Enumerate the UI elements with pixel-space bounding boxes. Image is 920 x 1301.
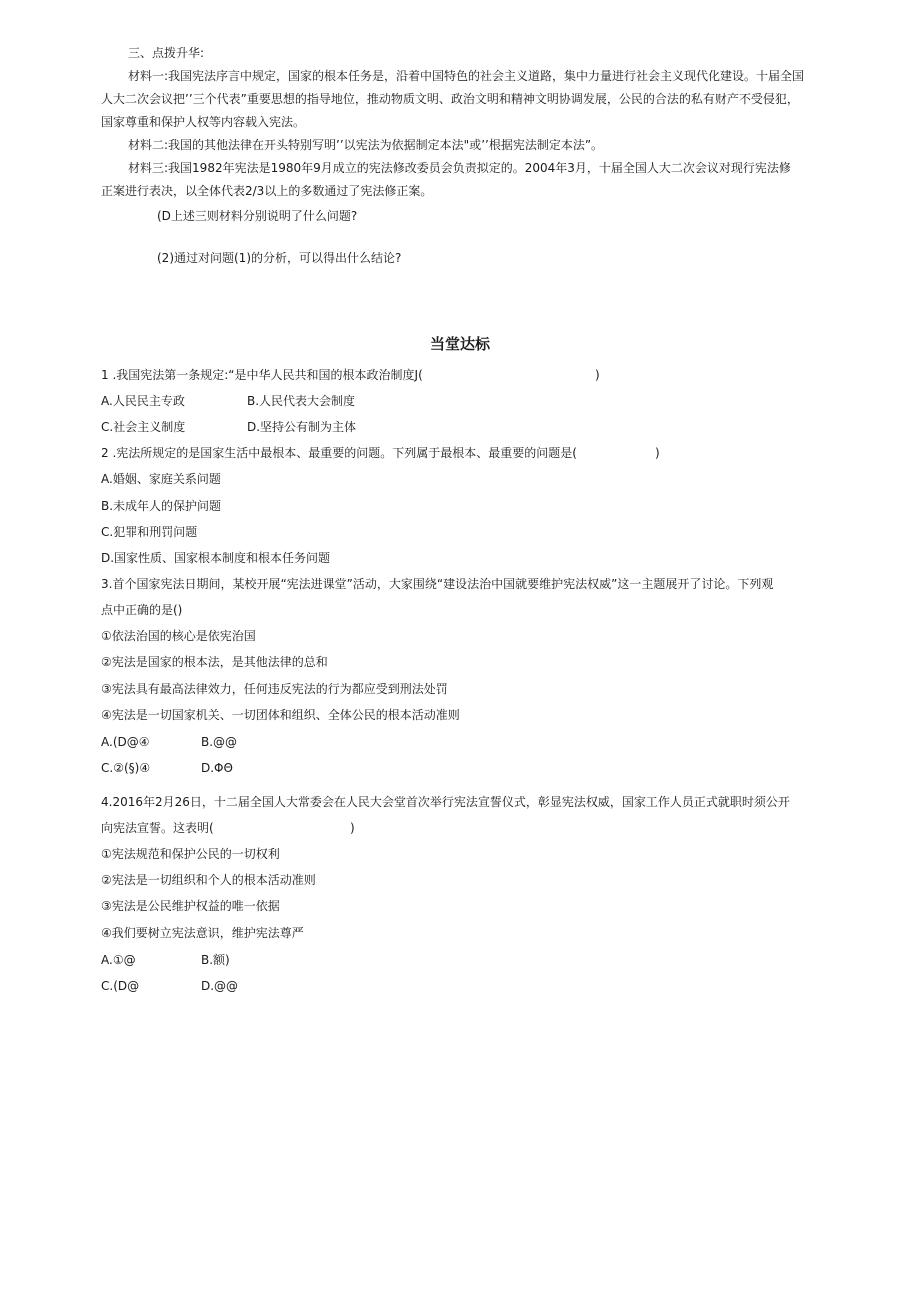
item4-statement-4: ④我们要树立宪法意识，维护宪法尊严 xyxy=(101,926,304,940)
item2-paren: ) xyxy=(655,446,660,460)
material3-line2: 正案进行表决，以全体代表2/3以上的多数通过了宪法修正案。 xyxy=(101,184,433,198)
item4-statement-1: ①宪法规范和保护公民的一切权利 xyxy=(101,847,280,861)
material1-line3: 国家尊重和保护人权等内容载入宪法。 xyxy=(101,115,306,129)
item4-option-a: A.①@ xyxy=(101,953,136,967)
item4-stem-line1: 4.2016年2月26日，十二届全国人大常委会在人民大会堂首次举行宪法宣誓仪式，彰显宪法权威，国家工作人员正式就职时须公开 xyxy=(101,795,790,809)
item4-statement-3: ③宪法是公民维护权益的唯一依据 xyxy=(101,899,280,913)
material1-line2: 人大二次会议把’’三个代表”重要思想的指导地位，推动物质文明、政治文明和精神文明协调发展，公民的合法的私有财产不受侵犯， xyxy=(101,92,799,106)
item4-option-b: B.额) xyxy=(201,953,230,967)
item1-stem: 1 .我国宪法第一条规定:“是中华人民共和国的根本政治制度J( xyxy=(101,368,423,382)
item3-option-b: B.@@ xyxy=(201,735,238,749)
item1-option-c: C.社会主义制度 xyxy=(101,420,186,434)
item3-option-a: A.(D@④ xyxy=(101,735,150,749)
item3-option-c: C.②(§)④ xyxy=(101,761,151,775)
item4-option-d: D.@@ xyxy=(201,979,239,993)
item3-statement-1: ①依法治国的核心是依宪治国 xyxy=(101,629,256,643)
item4-stem-line2: 向宪法宣誓。这表明( xyxy=(101,821,214,835)
section-heading: 三、点拨升华: xyxy=(128,46,205,60)
item4-paren: ) xyxy=(350,821,355,835)
material3-line1: 材料三:我国1982年宪法是1980年9月成立的宪法修改委员会负责拟定的。2004年3月，十届全国人大二次会议对现行宪法修 xyxy=(128,161,791,175)
item2-option-a: A.婚姻、家庭关系问题 xyxy=(101,472,221,486)
item3-stem-line1: 3.首个国家宪法日期间，某校开展“宪法进课堂”活动，大家围绕“建设法治中国就要维护宪法权威”这一主题展开了讨论。下列观 xyxy=(101,577,774,591)
item4-option-c: C.(D@ xyxy=(101,979,140,993)
item3-stem-line2: 点中正确的是() xyxy=(101,603,183,617)
item3-statement-3: ③宪法具有最高法律效力，任何违反宪法的行为都应受到刑法处罚 xyxy=(101,682,448,696)
practice-title: 当堂达标 xyxy=(429,335,490,353)
item2-option-c: C.犯罪和刑罚问题 xyxy=(101,525,198,539)
item2-option-d: D.国家性质、国家根本制度和根本任务问题 xyxy=(101,551,331,565)
question-1: (D上述三则材料分别说明了什么问题? xyxy=(157,209,358,223)
item3-option-d: D.ΦΘ xyxy=(201,761,233,775)
material2: 材料二:我国的其他法律在开头特别写明’’以宪法为依据制定本法"或’’根据宪法制定本法”。 xyxy=(128,138,604,152)
item2-stem: 2 .宪法所规定的是国家生活中最根本、最重要的问题。下列属于最根本、最重要的问题是( xyxy=(101,446,577,460)
material1-line1: 材料一:我国宪法序言中规定，国家的根本任务是，沿着中国特色的社会主义道路，集中力量进行社会主义现代化建设。十届全国 xyxy=(128,69,805,83)
item1-option-d: D.坚持公有制为主体 xyxy=(247,420,357,434)
item1-option-b: B.人民代表大会制度 xyxy=(247,394,356,408)
item1-paren: ) xyxy=(595,368,600,382)
question-2: (2)通过对问题(1)的分析，可以得出什么结论? xyxy=(157,251,402,265)
item1-option-a: A.人民民主专政 xyxy=(101,394,185,408)
item4-statement-2: ②宪法是一切组织和个人的根本活动准则 xyxy=(101,873,316,887)
item3-statement-4: ④宪法是一切国家机关、一切团体和组织、全体公民的根本活动准则 xyxy=(101,708,460,722)
item3-statement-2: ②宪法是国家的根本法，是其他法律的总和 xyxy=(101,655,328,669)
item2-option-b: B.未成年人的保护问题 xyxy=(101,499,222,513)
